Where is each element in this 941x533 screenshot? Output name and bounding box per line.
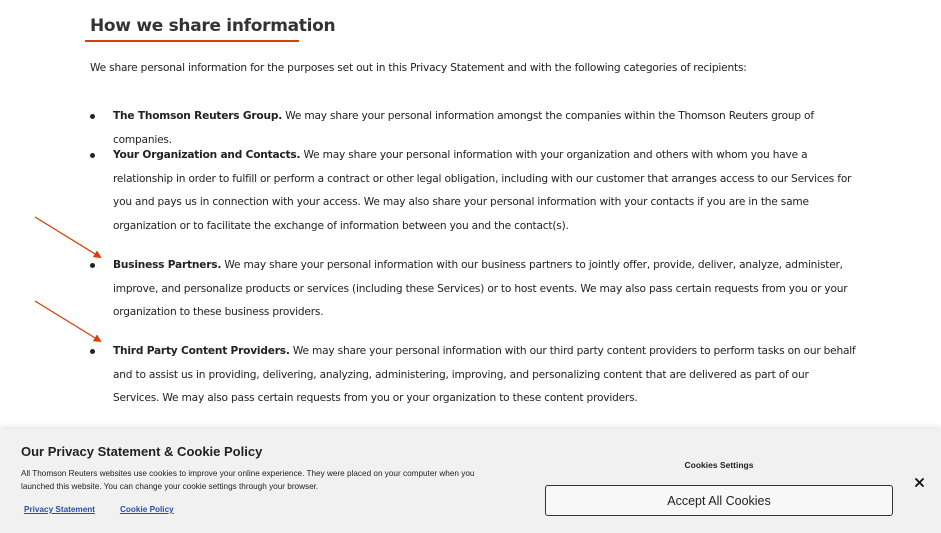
cookie-policy-link[interactable]: Cookie Policy (120, 505, 174, 514)
section-heading: How we share information (90, 16, 336, 36)
cookie-banner-title: Our Privacy Statement & Cookie Policy (21, 444, 263, 459)
list-item-body: We may share your personal information amongst the companies within the Thomson Reuters group of companies. (113, 110, 814, 146)
accept-all-cookies-button[interactable]: Accept All Cookies (545, 485, 893, 516)
list-item-body: We may share your personal information with your organization and others with whom you have a relationship in order to fulfill or perform a contract or other legal obligation, including with our customer that arranges access to our Services for you and pays us in connection with your access. We may also share your personal information with your contacts if you are in the same organization or to facilitate the exchange of information between you and the contact(s). (113, 149, 852, 232)
cookies-settings-button[interactable]: Cookies Settings (640, 458, 798, 472)
section-intro: We share personal information for the purposes set out in this Privacy Statement and with the following categories of recipients: (90, 62, 747, 74)
privacy-statement-link[interactable]: Privacy Statement (24, 505, 95, 514)
list-item-title: Your Organization and Contacts. (113, 149, 301, 161)
list-item-title: Business Partners. (113, 259, 222, 271)
close-icon (915, 478, 924, 487)
cookie-banner-description: All Thomson Reuters websites use cookies to improve your online experience. They were placed on your computer when you launched this website. You can change your cookie settings through your browser. (21, 469, 475, 491)
list-item-title: Third Party Content Providers. (113, 345, 290, 357)
close-banner-button[interactable] (909, 472, 929, 492)
list-item-title: The Thomson Reuters Group. (113, 110, 283, 122)
cookie-banner (0, 429, 941, 533)
list-item-body: We may share your personal information with our third party content providers to perform tasks on our behalf and to assist us in providing, delivering, analyzing, administering, improving, and personalizing content that are delivered as part of our Services. We may also pass certain requests from you or your organization to these content providers. (113, 345, 856, 404)
list-item-body: We may share your personal information with our business partners to jointly offer, provide, deliver, analyze, administer, improve, and personalize products or services (including these Services) or to host events. We may also pass certain requests from you or your organization to these business providers. (113, 259, 848, 318)
